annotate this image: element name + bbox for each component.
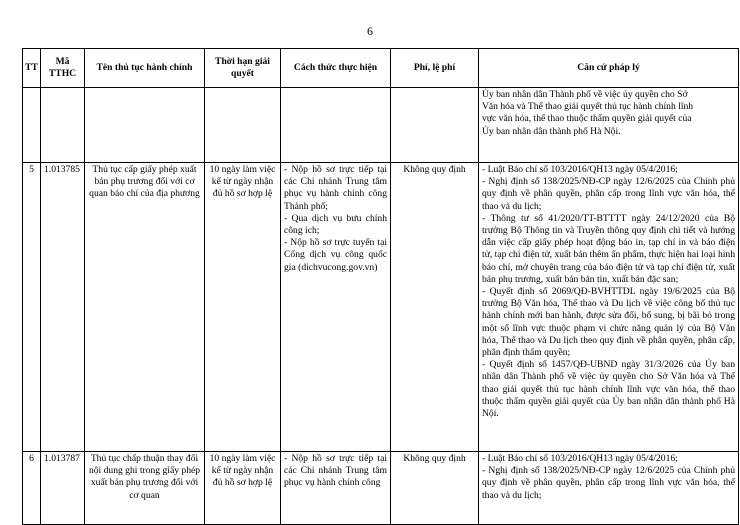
cachthuc-line: - Nộp hồ sơ trực tuyến tại Cổng dịch vụ công quốc gia (dichvucong.gov.vn) [284, 237, 387, 273]
cancu-line: - Nghị định số 138/2025/NĐ-CP ngày 12/6/2025 của Chính phủ quy định về phân quyền, phân cấp trong lĩnh vực văn hóa, thể thao và du lịch; [482, 465, 735, 501]
ten-cell: Thủ tục chấp thuận thay đổi nội dung ghi trong giấy phép xuất bản phụ trương đối với cơ quan [85, 452, 205, 525]
ma-cell: 1.013787 [41, 452, 85, 525]
table-row [23, 163, 739, 452]
thoihan-cell: 10 ngày làm việc kể từ ngày nhận đủ hồ sơ hợp lệ [205, 163, 281, 452]
cancu-line: Văn hóa và Thể thao giải quyết thủ tục hành chính lĩnh [482, 101, 694, 113]
phi-cell: Không quy định [391, 452, 479, 525]
cancu-cell [479, 452, 739, 525]
cancu-line: - Quyết định số 2069/QĐ-BVHTTDL ngày 19/6/2025 của Bộ trưởng Bộ Văn hóa, Thể thao và Du lịch về việc công bố thủ tục hành chính mới ban hành, được sửa đổi, bổ sung, bị bãi bỏ trong một số lĩnh vực thuộc phạm vi chức năng quản lý của Bộ Văn hóa, Thể thao và Du lịch theo quy định về phân quyền, phân cấp, phân định thẩm quyền; [482, 286, 735, 359]
cancu-line: - Luật Báo chí số 103/2016/QH13 ngày 05/4/2016; [482, 453, 678, 464]
header-ma: Mã TTHC [41, 49, 85, 88]
table-row [23, 88, 739, 163]
cancu-line: Ủy ban nhân dân Thành phố về việc ủy quyền cho Sở [482, 89, 688, 100]
cancu-line: - Luật Báo chí số 103/2016/QH13 ngày 05/4/2016; [482, 164, 678, 175]
header-phi: Phí, lệ phí [391, 49, 479, 88]
table-row [23, 452, 739, 525]
table-header-row [23, 49, 739, 88]
cachthuc-line: - Nộp hồ sơ trực tiếp tại các Chi nhánh Trung tâm phục vụ hành chính công Thành phố; [284, 164, 387, 212]
header-thoihan: Thời hạn giải quyết [205, 49, 281, 88]
cachthuc-line: - Qua dịch vụ bưu chính công ích; [284, 212, 387, 237]
procedures-table [22, 48, 739, 525]
cancu-cell [479, 88, 739, 163]
thoihan-cell: 10 ngày làm việc kể từ ngày nhận đủ hồ sơ hợp lệ [205, 452, 281, 525]
cachthuc-cell: - Nộp hồ sơ trực tiếp tại các Chi nhánh Trung tâm phục vụ hành chính công [281, 452, 391, 525]
cachthuc-cell [281, 163, 391, 452]
header-cancu: Căn cứ pháp lý [479, 49, 739, 88]
header-cachthuc: Cách thức thực hiện [281, 49, 391, 88]
phi-cell: Không quy định [391, 163, 479, 452]
header-tt: TT [23, 49, 41, 88]
cancu-cell [479, 163, 739, 452]
page-number: 6 [367, 24, 373, 38]
cancu-line: - Nghị định số 138/2025/NĐ-CP ngày 12/6/2025 của Chính phủ quy định về phân quyền, phân cấp trong lĩnh vực văn hóa, thể thao và du lịch; [482, 176, 735, 212]
tt-cell: 5 [23, 163, 41, 452]
ten-cell: Thủ tục cấp giấy phép xuất bản phụ trương đối với cơ quan báo chí của địa phương [85, 163, 205, 452]
cancu-line: - Quyết định số 1457/QĐ-UBND ngày 31/3/2026 của Ủy ban nhân dân Thành phố về việc ủy quyền cho Sở Văn hóa và Thể thao giải quyết thủ tục hành chính lĩnh vực văn hóa, thể thao thuộc thẩm quyền giải quyết của Ủy ban nhân dân thành phố Hà Nội. [482, 359, 735, 420]
cancu-line: vực văn hóa, thể thao thuộc thẩm quyền giải quyết của [482, 113, 692, 125]
ma-cell: 1.013785 [41, 163, 85, 452]
cancu-line: Ủy ban nhân dân thành phố Hà Nội. [482, 125, 621, 137]
cancu-line: - Thông tư số 41/2020/TT-BTTTT ngày 24/12/2020 của Bộ trưởng Bộ Thông tin và Truyền thông quy định chi tiết và hướng dẫn việc cấp giấy phép hoạt động báo in, tạp chí in và báo điện tử, tạp chí điện tử, xuất bản thêm ấn phẩm, thực hiện hai loại hình báo chí, mở chuyên trang của báo điện tử và tạp chí điện tử, xuất bản phụ trương, xuất bản bản tin, xuất bản đặc san; [482, 212, 735, 285]
header-ten: Tên thủ tục hành chính [85, 49, 205, 88]
tt-cell: 6 [23, 452, 41, 525]
